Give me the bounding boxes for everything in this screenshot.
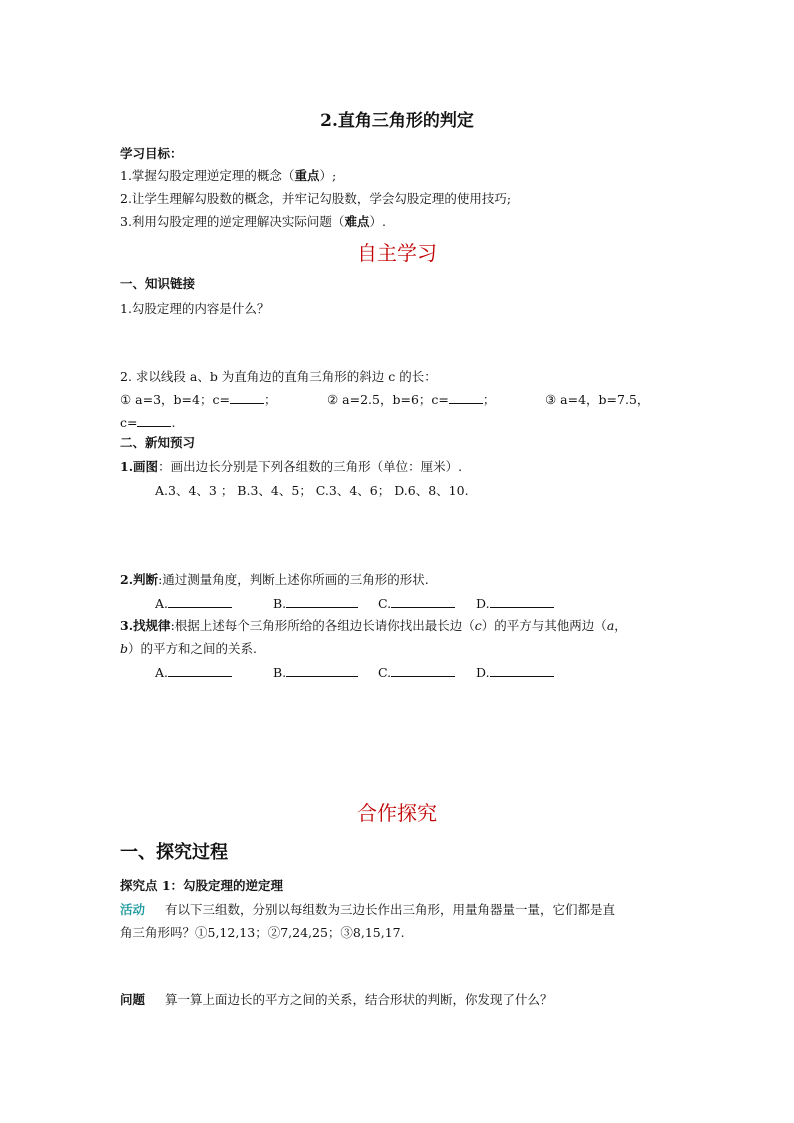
preview-q3 bbox=[120, 616, 627, 634]
exploration-point-1: 探究点 1：勾股定理的逆定理 bbox=[120, 878, 284, 893]
goal-key: 重点 bbox=[294, 168, 320, 183]
blank-a-2 bbox=[155, 663, 232, 680]
question-2-item-2 bbox=[327, 390, 495, 408]
q3-var-c: c bbox=[474, 618, 482, 633]
answer-blank[interactable] bbox=[168, 663, 232, 677]
q3-var-a: a bbox=[606, 618, 615, 633]
item-end: . bbox=[171, 415, 176, 430]
preview-heading: 二、新知预习 bbox=[120, 435, 196, 450]
goal-item-3 bbox=[120, 212, 386, 230]
question-text: 算一算上面边长的平方之间的关系，结合形状的判断，你发现了什么？ bbox=[165, 992, 553, 1007]
preview-q1-options: A.3、4、3 ； B.3、4、5； C.3、4、6； D.6、8、10. bbox=[155, 483, 469, 498]
activity-text: 有以下三组数，分别以每组数为三边长作出三角形，用量角器量一量，它们都是直 bbox=[165, 902, 616, 917]
blank-label: C. bbox=[378, 665, 392, 680]
q3-text: ， bbox=[614, 618, 627, 633]
question-2-item-1 bbox=[120, 390, 276, 408]
exploration-heading: 一、探究过程 bbox=[120, 842, 228, 863]
question-label: 问题 bbox=[120, 992, 146, 1007]
answer-blank[interactable] bbox=[286, 594, 358, 608]
blank-label: A. bbox=[155, 665, 169, 680]
item-end: ； bbox=[263, 392, 277, 407]
question-2: 2. 求以线段 a、b 为直角边的直角三角形的斜边 c 的长： bbox=[120, 369, 437, 384]
answer-blank[interactable] bbox=[490, 663, 554, 677]
answer-blank[interactable] bbox=[490, 594, 554, 608]
question-2-item-3-cont bbox=[120, 413, 175, 430]
preview-q2 bbox=[120, 570, 429, 588]
item-text: ① a=3，b=4；c= bbox=[120, 392, 230, 407]
item-text: ③ a=4，b=7.5， bbox=[545, 392, 650, 407]
page-title: 2.直角三角形的判定 bbox=[320, 111, 474, 131]
q3-var-b: b bbox=[120, 641, 129, 656]
goals-heading: 学习目标： bbox=[120, 146, 183, 161]
question-1: 1.勾股定理的内容是什么？ bbox=[120, 301, 270, 316]
goal-text: 2.让学生理解勾股数的概念，并牢记勾股数，学会勾股定理的使用技巧; bbox=[120, 191, 512, 206]
q3-text: ）的平方与其他两边（ bbox=[481, 618, 607, 633]
section-title-cooperation: 合作探究 bbox=[357, 801, 437, 825]
question-line bbox=[120, 990, 553, 1008]
blank-c-2 bbox=[378, 663, 455, 680]
blank-label: D. bbox=[476, 596, 490, 611]
goal-item-2 bbox=[120, 189, 511, 207]
answer-blank[interactable] bbox=[168, 594, 232, 608]
blank-d-1 bbox=[476, 594, 554, 611]
knowledge-link-heading: 一、知识链接 bbox=[120, 276, 196, 291]
item-text: c= bbox=[120, 415, 138, 430]
goal-text-end: ）. bbox=[369, 214, 386, 229]
goal-text-end: ）; bbox=[319, 168, 337, 183]
q3-text: :根据上述每个三角形所给的各组边长请你找出最长边（ bbox=[170, 618, 475, 633]
blank-a-1 bbox=[155, 594, 232, 611]
q1-text: ：画出边长分别是下列各组数的三角形（单位：厘米）. bbox=[158, 459, 463, 474]
goal-item-1 bbox=[120, 166, 336, 184]
q2-label: 2.判断 bbox=[120, 572, 159, 587]
preview-q1 bbox=[120, 457, 462, 475]
blank-label: D. bbox=[476, 665, 490, 680]
goal-key: 难点 bbox=[344, 214, 370, 229]
blank-label: C. bbox=[378, 596, 392, 611]
item-end: ； bbox=[482, 392, 496, 407]
answer-blank[interactable] bbox=[230, 390, 264, 404]
q3-label: 3.找规律 bbox=[120, 618, 171, 633]
blank-d-2 bbox=[476, 663, 554, 680]
question-2-item-3 bbox=[545, 390, 649, 408]
answer-blank[interactable] bbox=[286, 663, 358, 677]
activity-line-1 bbox=[120, 900, 615, 918]
q1-label: 1.画图 bbox=[120, 459, 159, 474]
item-text: ② a=2.5，b=6；c= bbox=[327, 392, 449, 407]
activity-label: 活动 bbox=[120, 902, 146, 917]
blank-label: A. bbox=[155, 596, 169, 611]
blank-c-1 bbox=[378, 594, 455, 611]
blank-label: B. bbox=[273, 665, 287, 680]
blank-b-2 bbox=[273, 663, 358, 680]
blank-label: B. bbox=[273, 596, 287, 611]
answer-blank[interactable] bbox=[391, 663, 455, 677]
q3-text: ）的平方和之间的关系. bbox=[128, 641, 257, 656]
activity-line-2: 角三角形吗？①5,12,13；②7,24,25；③8,15,17. bbox=[120, 925, 405, 940]
answer-blank[interactable] bbox=[449, 390, 483, 404]
blank-b-1 bbox=[273, 594, 358, 611]
goal-text: 1.掌握勾股定理逆定理的概念（ bbox=[120, 168, 295, 183]
section-title-self-study: 自主学习 bbox=[357, 241, 437, 265]
preview-q3-cont bbox=[120, 639, 257, 657]
goal-text: 3.利用勾股定理的逆定理解决实际问题（ bbox=[120, 214, 345, 229]
answer-blank[interactable] bbox=[391, 594, 455, 608]
answer-blank[interactable] bbox=[137, 413, 171, 427]
q2-text: :通过测量角度，判断上述你所画的三角形的形状. bbox=[158, 572, 429, 587]
